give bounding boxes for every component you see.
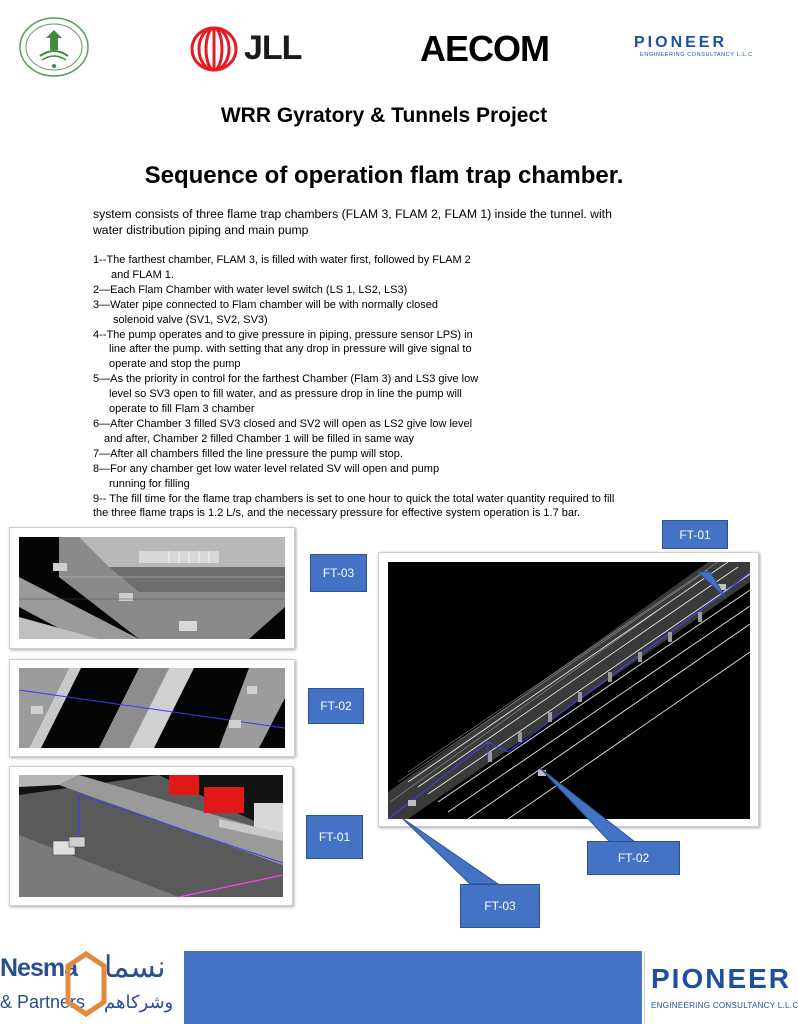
- step-2-line-1: 2—Each Flam Chamber with water level switch (LS 1, LS2, LS3): [93, 283, 408, 296]
- sequence-steps-list: [93, 253, 713, 521]
- pioneer-logo-subtext: ENGINEERING CONSULTANCY L.L.C: [640, 52, 753, 58]
- step-5-line-3: operate to fill Flam 3 chamber: [109, 403, 255, 416]
- step-6-line-1: 6—After Chamber 3 filled SV3 closed and SV2 will open as LS2 give low level: [93, 417, 473, 430]
- intro-line-1: system consists of three flame trap chambers (FLAM 3, FLAM 2, FLAM 1) inside the tunnel. with: [93, 207, 612, 221]
- nesma-arabic-text: نسما: [104, 951, 166, 984]
- step-1: [93, 253, 713, 283]
- nesma-arabic-partners-text: وشركاهم: [104, 992, 174, 1012]
- nesma-emblem-icon: [66, 952, 106, 1022]
- step-9-line-1: 9-- The fill time for the flame trap chambers is set to one hour to quick the total water quantity required to fill: [93, 492, 615, 505]
- aecom-logo: [420, 28, 565, 72]
- step-5-line-2: level so SV3 open to fill water, and as pressure drop in line the pump will: [109, 388, 462, 401]
- step-4-line-3: operate and stop the pump: [109, 358, 241, 371]
- step-3: [93, 298, 713, 328]
- ft01-label: FT-01: [306, 815, 363, 859]
- pioneer-footer-text: PIONEER: [651, 963, 792, 994]
- step-4-line-1: 4--The pump operates and to give pressure in piping, pressure sensor LPS) in: [93, 328, 473, 341]
- render-frame-ft01: [9, 766, 293, 906]
- step-7: [93, 447, 713, 462]
- render-frame-ft02: [9, 659, 295, 757]
- step-3-line-2: solenoid valve (SV1, SV2, SV3): [113, 313, 268, 326]
- step-8-line-2: running for filling: [109, 477, 190, 490]
- step-1-line-2: and FLAM 1.: [111, 268, 174, 281]
- nesma-logo-text: Nesma: [0, 954, 77, 982]
- ft02-label: FT-02: [308, 688, 364, 724]
- ft01-callout: FT-01: [662, 520, 728, 549]
- nesma-partners-text: & Partners: [0, 992, 86, 1012]
- callout-pointers: [380, 520, 768, 940]
- ft03-callout: FT-03: [460, 884, 540, 928]
- pioneer-footer-subtext: ENGINEERING CONSULTANCY L.L.C: [651, 1001, 798, 1010]
- step-9: [93, 492, 713, 522]
- ft03-label: FT-03: [310, 554, 367, 592]
- step-8-line-1: 8—For any chamber get low water level related SV will open and pump: [93, 462, 440, 475]
- jll-logo: [190, 26, 320, 72]
- ft02-callout: FT-02: [587, 841, 680, 875]
- step-6: [93, 417, 713, 447]
- step-2: [93, 283, 713, 298]
- jll-logo-text: JLL: [244, 29, 302, 67]
- pioneer-logo-text: PIONEER: [634, 34, 728, 51]
- step-8: [93, 462, 713, 492]
- step-3-line-1: 3—Water pipe connected to Flam chamber will be with normally closed: [93, 298, 439, 311]
- footer-bar: [184, 951, 642, 1024]
- step-1-line-1: 1--The farthest chamber, FLAM 3, is filled with water first, followed by FLAM 2: [93, 254, 471, 266]
- render-frame-ft03: [9, 527, 295, 649]
- pioneer-logo: [634, 34, 754, 66]
- step-4: [93, 328, 713, 373]
- document-title: Sequence of operation flam trap chamber.: [144, 162, 624, 189]
- project-title: WRR Gyratory & Tunnels Project: [220, 104, 548, 127]
- intro-line-2: water distribution piping and main pump: [93, 223, 309, 237]
- step-5: [93, 372, 713, 417]
- saudi-seal-logo: [18, 16, 90, 78]
- step-9-line-2: the three flame traps is 1.2 L/s, and the necessary pressure for effective system operation is 1.7 bar.: [93, 507, 581, 520]
- ft03-tunnel-render-image: [19, 537, 285, 639]
- step-6-line-2: and after, Chamber 2 filled Chamber 1 will be filled in same way: [104, 432, 414, 445]
- ft01-tunnel-render-image: [19, 775, 283, 897]
- intro-paragraph: [93, 206, 693, 238]
- aecom-logo-text: AECOM: [420, 28, 549, 69]
- ft02-tunnel-render-image: [19, 668, 285, 748]
- nesma-partners-logo: [0, 952, 180, 1024]
- pioneer-footer-logo: [644, 951, 798, 1024]
- step-5-line-1: 5—As the priority in control for the farthest Chamber (Flam 3) and LS3 give low: [93, 373, 479, 386]
- step-4-line-2: line after the pump. with setting that any drop in pressure will give signal to: [109, 343, 472, 356]
- step-7-line-1: 7—After all chambers filled the line pressure the pump will stop.: [93, 447, 403, 460]
